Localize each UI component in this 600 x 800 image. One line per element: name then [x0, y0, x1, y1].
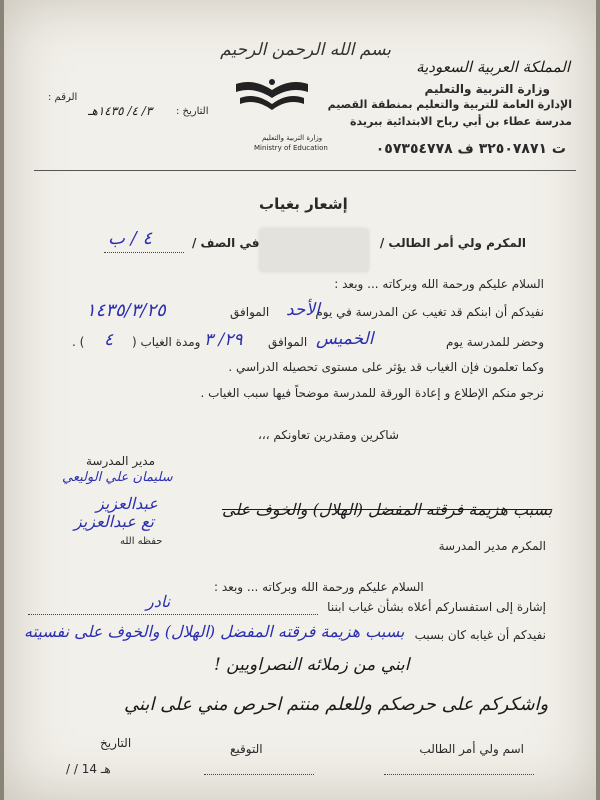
- reply-name-line: [28, 614, 318, 615]
- principal-title: مدير المدرسة: [86, 454, 156, 468]
- ministry-name: وزارة التربية والتعليم: [424, 82, 550, 96]
- reply-greeting: السلام عليكم ورحمة الله وبركاته ... وبعد :: [214, 580, 424, 594]
- impact-line: وكما تعلمون فإن الغياب قد يؤثر على مستوى تحصيله الدراسي .: [228, 360, 544, 374]
- header-divider: [34, 170, 576, 171]
- thanks-line: شاكرين ومقدرين تعاونكم ،،،: [258, 428, 399, 442]
- reply-blessing: حفظه الله: [120, 536, 163, 547]
- reply-struck-text: بسبب هزيمة فرقته المفضل (الهلال) والخوف على: [222, 500, 553, 519]
- book-logo-icon: [232, 76, 312, 118]
- principal-signature-1: عبدالعزيز: [96, 494, 158, 513]
- directorate-name: الإدارة العامة للتربية والتعليم بمنطقة القصيم: [327, 98, 572, 111]
- ref-label: الرقم :: [48, 92, 78, 103]
- reply-reason-line: نفيدكم أن غيابه كان بسبب: [414, 628, 546, 642]
- absent-day: الأحد: [286, 300, 320, 320]
- duration-value: ٤: [104, 330, 114, 350]
- absent-date: ١٤٣٥/٣/٢٥: [86, 300, 166, 321]
- guardian-name-line: [384, 774, 534, 775]
- ministry-logo: [232, 76, 312, 136]
- absent-date-label: الموافق: [230, 305, 270, 319]
- present-day: الخميس: [316, 329, 374, 349]
- present-date-label: الموافق: [268, 335, 308, 349]
- reply-extra-hand: ابني من زملائه النصراويين !: [214, 655, 410, 675]
- school-phones: ت ٣٢٥٠٧٨٧١ ف ٠٥٧٣٥٤٧٧٨: [375, 141, 566, 157]
- reply-thanks-hand: واشكركم على حرصكم وللعلم منتم احرص مني على ابني: [124, 694, 549, 715]
- header-date: ٣/ ٤/ ١٤٣٥هـ: [88, 104, 153, 118]
- present-line: وحضر للمدرسة يوم: [446, 335, 544, 349]
- reply-reason-hand: بسبب هزيمة فرقته المفضل (الهلال) والخوف على نفسيته: [24, 622, 405, 641]
- reply-inquiry-line: إشارة إلى استفساركم أعلاه بشأن غياب ابننا: [327, 600, 546, 614]
- logo-text-en: Ministry of Education: [254, 144, 328, 152]
- grade-value: ٤ / ب: [108, 228, 153, 249]
- principal-name: سليمان علي الوليعي: [62, 470, 173, 485]
- logo-text-ar: وزارة التربية والتعليم: [262, 134, 323, 142]
- date-label: التاريخ :: [176, 106, 209, 117]
- redacted-student-name: [259, 228, 369, 272]
- present-date: ٢٩/ ٣: [204, 330, 243, 350]
- grade-label: في الصف /: [192, 236, 260, 250]
- guardian-label: المكرم ولي أمر الطالب /: [379, 236, 526, 250]
- reply-student-name: نادر: [146, 592, 171, 611]
- reply-date-value: / / 14 هـ: [66, 762, 111, 776]
- reply-addressee: المكرم مدير المدرسة: [438, 539, 546, 553]
- guardian-name-label: اسم ولي أمر الطالب: [419, 742, 524, 756]
- signature-label: التوقيع: [230, 742, 263, 756]
- duration-label: ومدة الغياب (: [132, 335, 201, 349]
- absent-line: نفيدكم أن ابنكم قد تغيب عن المدرسة في يوم: [315, 305, 544, 319]
- signature-line: [204, 774, 314, 775]
- notice-title: إشعار بغياب: [259, 195, 348, 213]
- principal-signature-2: تع عبدالعزيز: [74, 512, 154, 531]
- kingdom-name: المملكة العربية السعودية: [416, 58, 570, 76]
- basmala: بسم الله الرحمن الرحيم: [220, 40, 391, 60]
- school-name: مدرسة عطاء بن أبي رباح الابتدائية ببريدة: [350, 115, 572, 128]
- absence-notice-document: [4, 0, 596, 800]
- reply-date-label: التاريخ: [100, 736, 132, 750]
- request-line: نرجو منكم الإطلاع و إعادة الورقة للمدرسة موضحاً فيها سبب الغياب .: [200, 386, 544, 400]
- duration-close: ) .: [72, 335, 85, 349]
- notice-greeting: السلام عليكم ورحمة الله وبركاته ... وبعد :: [334, 277, 544, 291]
- grade-underline: [104, 252, 184, 253]
